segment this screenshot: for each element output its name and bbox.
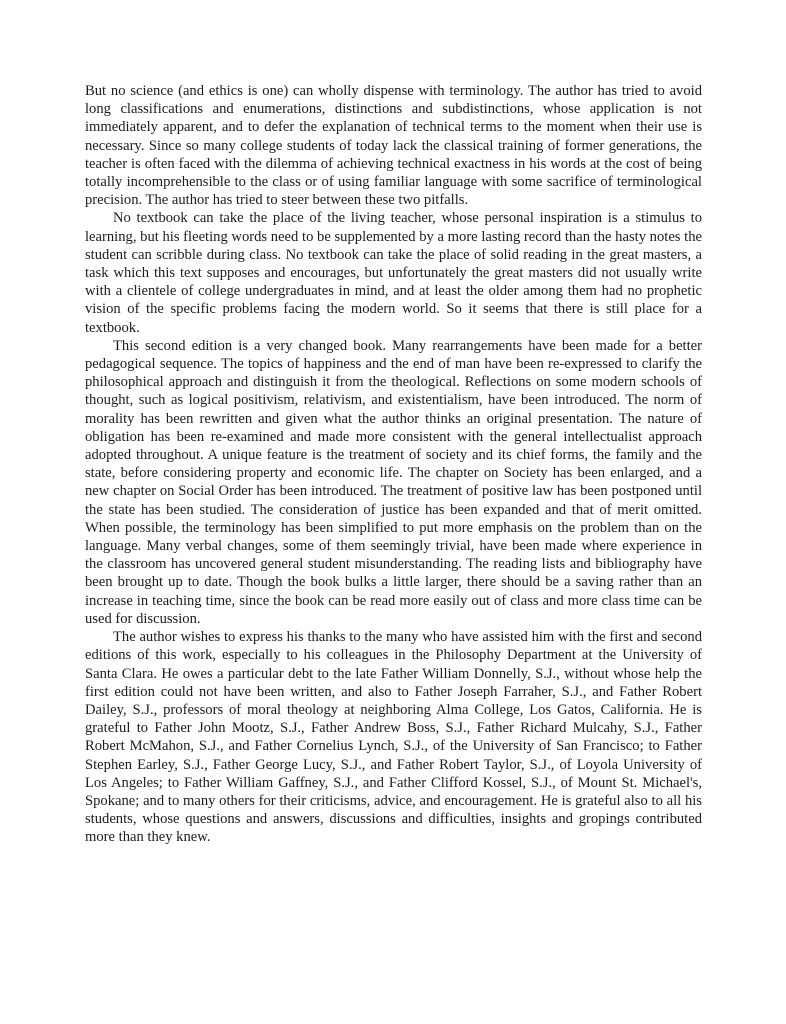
- paragraph-textbook-place: No textbook can take the place of the living teacher, whose personal inspiration is a stimulus to learning, but his fleeting words need to be supplemented by a more lasting record than the hasty notes the student can scribble during class. No textbook can take the place of solid reading in the great masters, a task which this text supposes and encourages, but unfortunately the great masters did not usually write with a clientele of college undergraduates in mind, and at least the older among them had no prophetic vision of the specific problems facing the modern world. So it seems that there is still place for a textbook.: [85, 210, 702, 336]
- page-text-block: [85, 82, 702, 847]
- paragraph-acknowledgments: The author wishes to express his thanks to the many who have assisted him with the first and second editions of this work, especially to his colleagues in the Philosophy Department at the University of Santa Clara. He owes a particular debt to the late Father William Donnelly, S.J., without whose help the first edition could not have been written, and also to Father Joseph Farraher, S.J., and Father Robert Dailey, S.J., professors of moral theology at neighboring Alma College, Los Gatos, California. He is grateful to Father John Mootz, S.J., Father Andrew Boss, S.J., Father Richard Mulcahy, S.J., Father Robert McMahon, S.J., and Father Cornelius Lynch, S.J., of the University of San Francisco; to Father Stephen Earley, S.J., Father George Lucy, S.J., and Father Robert Taylor, S.J., of Loyola University of Los Angeles; to Father William Gaffney, S.J., and Father Clifford Kossel, S.J., of Mount St. Michael's, Spokane; and to many others for their criticisms, advice, and encouragement. He is grateful also to all his students, whose questions and answers, discussions and difficulties, insights and gropings contributed more than they knew.: [85, 629, 702, 846]
- paragraph-second-edition-changes: This second edition is a very changed book. Many rearrangements have been made for a better pedagogical sequence. The topics of happiness and the end of man have been re-expressed to clarify the philosophical approach and distinguish it from the theological. Reflections on some modern schools of thought, such as logical positivism, relativism, and existentialism, have been introduced. The norm of morality has been rewritten and given what the author thinks an original presentation. The nature of obligation has been re-examined and made more consistent with the general intellectualist approach adopted throughout. A unique feature is the treatment of society and its chief forms, the family and the state, before considering property and economic life. The chapter on Society has been enlarged, and a new chapter on Social Order has been introduced. The treatment of positive law has been postponed until the state has been studied. The consideration of justice has been expanded and that of merit omitted. When possible, the terminology has been simplified to put more emphasis on the problem than on the language. Many verbal changes, some of them seemingly trivial, have been made where experience in the classroom has uncovered general student misunderstanding. The reading lists and bibliography have been brought up to date. Though the book bulks a little larger, there should be a saving rather than an increase in teaching time, since the book can be read more easily out of class and more class time can be used for discussion.: [85, 337, 702, 627]
- paragraph-terminology: But no science (and ethics is one) can wholly dispense with terminology. The author has tried to avoid long classifications and enumerations, distinctions and subdistinctions, whose application is not immediately apparent, and to defer the explanation of technical terms to the moment when their use is necessary. Since so many college students of today lack the classical training of former generations, the teacher is often faced with the dilemma of achieving technical exactness in his words at the cost of being totally incomprehensible to the class or of using familiar language with some sacrifice of terminological precision. The author has tried to steer between these two pitfalls.: [85, 83, 702, 209]
